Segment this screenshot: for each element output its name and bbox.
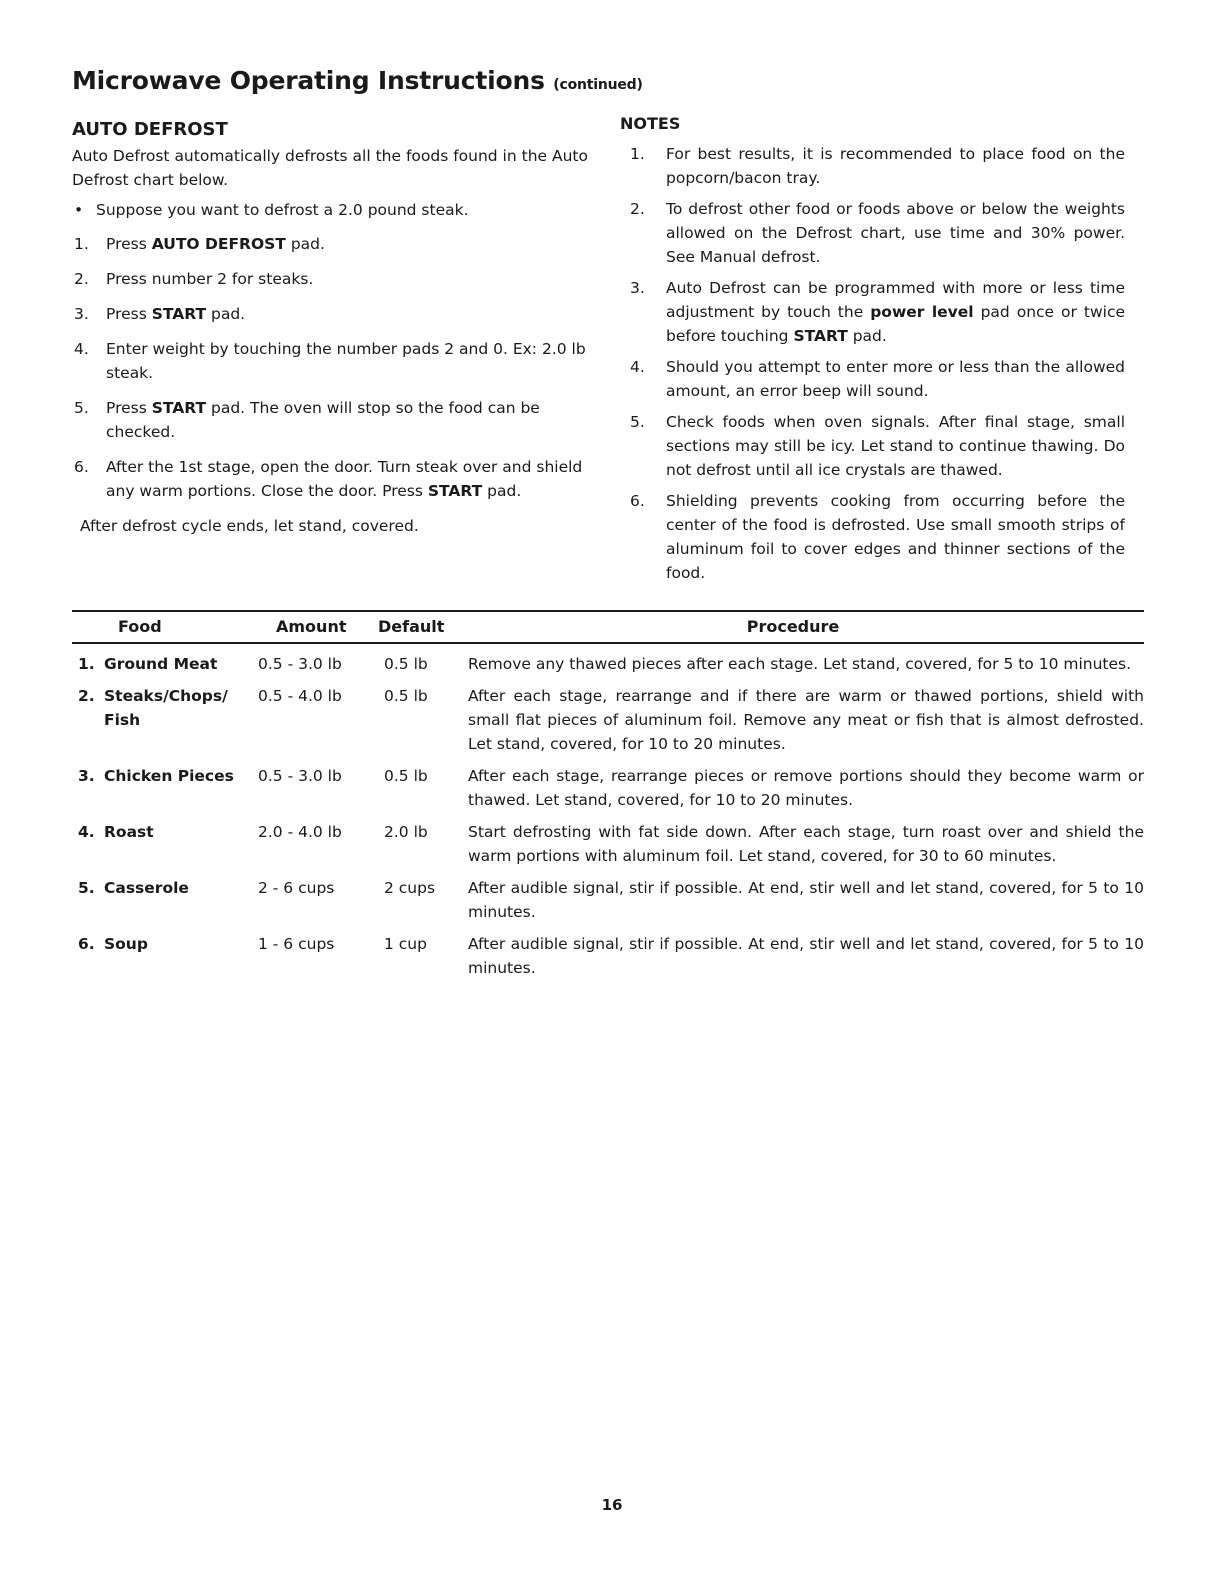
step-item [72,267,602,291]
note-item [620,410,1125,482]
amount-cell: 0.5 - 3.0 lb [258,767,342,785]
step-keyword: START [151,305,207,323]
food-number: 2. [78,687,95,705]
note-item [620,355,1125,403]
notes-section [620,112,1125,592]
step-text-part: Press [106,305,152,323]
step-keyword: AUTO DEFROST [151,235,286,253]
table-row [72,876,1144,924]
step-text-part: pad. [482,482,522,500]
food-number: 3. [78,767,95,785]
food-name: Roast [104,823,154,841]
procedure-cell: After audible signal, stir if possible. At end, stir well and let stand, covered, for 5 to 10 minutes. [468,879,1144,921]
note-keyword: START [793,327,848,345]
note-text-part: Should you attempt to enter more or less than the allowed amount, an error beep will sound. [666,358,1125,400]
auto-defrost-table [72,610,1144,980]
step-text-part: pad. The oven will stop so the food can be checked. [106,399,540,441]
amount-cell: 1 - 6 cups [258,935,335,953]
food-cell [72,764,256,812]
note-text [666,489,1125,585]
page-title [72,66,643,95]
food-number: 6. [78,935,95,953]
bullet-text: Suppose you want to defrost a 2.0 pound steak. [96,201,469,219]
default-cell: 1 cup [384,935,427,953]
header-procedure: Procedure [746,617,840,636]
note-keyword: power level [870,303,974,321]
note-text-part: Shielding prevents cooking from occurring before the center of the food is defrosted. Use small smooth strips of aluminum foil to cover edges and thinner sections of the food. [666,492,1125,582]
food-name: Soup [104,935,148,953]
note-text [666,355,1125,403]
table-row [72,764,1144,812]
step-text-part: pad. [285,235,325,253]
step-keyword: START [427,482,483,500]
food-cell [72,876,256,924]
step-item [72,337,602,385]
step-number: 2. [74,270,89,288]
note-text [666,142,1125,190]
procedure-cell: After each stage, rearrange pieces or remove portions should they become warm or thawed. Let stand, covered, for 10 to 20 minutes. [468,767,1144,809]
note-text [666,197,1125,269]
notes-heading: NOTES [620,114,681,133]
food-number: 4. [78,823,95,841]
title-text: Microwave Operating Instructions [72,66,545,95]
header-amount: Amount [276,617,347,636]
header-default: Default [378,617,445,636]
amount-cell: 2 - 6 cups [258,879,335,897]
food-name: Steaks/Chops/ Fish [104,687,228,729]
table-row [72,684,1144,756]
food-cell [72,684,256,756]
auto-defrost-section [72,118,602,538]
steps-list [72,232,602,503]
step-item [72,455,602,503]
step-text-part: Press [106,235,152,253]
food-cell [72,932,256,980]
food-name: Chicken Pieces [104,767,234,785]
step-keyword: START [151,399,207,417]
amount-cell: 0.5 - 3.0 lb [258,655,342,673]
example-bullet [72,198,602,222]
note-text [666,276,1125,348]
default-cell: 2.0 lb [384,823,428,841]
step-text [106,302,602,326]
food-cell [72,820,256,868]
note-text-part: pad once or twice before touching [666,303,1126,345]
table-row [72,932,1144,980]
table-row [72,820,1144,868]
default-cell: 0.5 lb [384,655,428,673]
note-text-part: Check foods when oven signals. After final stage, small sections may still be icy. Let stand to continue thawing. Do not defrost until all ice crystals are thawed. [666,413,1125,479]
note-number: 4. [630,358,645,376]
step-item [72,302,602,326]
food-name: Casserole [104,879,189,897]
note-text-part: To defrost other food or foods above or below the weights allowed on the Defrost chart, use time and 30% power. See Manual defrost. [666,200,1125,266]
procedure-cell: Remove any thawed pieces after each stage. Let stand, covered, for 5 to 10 minutes. [468,655,1132,673]
note-item [620,142,1125,190]
table-row [72,652,1144,676]
step-text-part: Enter weight by touching the number pads 2 and 0. Ex: 2.0 lb steak. [106,340,586,382]
default-cell: 2 cups [384,879,436,897]
note-number: 1. [630,145,645,163]
bullet-icon: • [74,201,84,219]
procedure-cell: After audible signal, stir if possible. At end, stir well and let stand, covered, for 5 to 10 minutes. [468,935,1144,977]
header-food: Food [118,617,162,636]
auto-defrost-heading: AUTO DEFROST [72,119,228,140]
table-header-row [72,612,1144,644]
note-item [620,197,1125,269]
step-text [106,396,602,444]
note-text-part: pad. [847,327,887,345]
step-text-part: Press [106,399,152,417]
step-text [106,337,602,385]
step-text [106,232,602,256]
amount-cell: 2.0 - 4.0 lb [258,823,342,841]
step-item [72,232,602,256]
step-text-part: After the 1st stage, open the door. Turn steak over and shield any warm portions. Close the door. Press [106,458,583,500]
step-number: 1. [74,235,89,253]
procedure-cell: After each stage, rearrange and if there are warm or thawed portions, shield with small flat pieces of aluminum foil. Remove any meat or fish that is almost defrosted. Let stand, covered, for 10 to 20 minutes. [468,687,1144,753]
step-number: 6. [74,458,89,476]
step-item [72,396,602,444]
note-item [620,276,1125,348]
note-item [620,489,1125,585]
default-cell: 0.5 lb [384,687,428,705]
amount-cell: 0.5 - 4.0 lb [258,687,342,705]
note-number: 5. [630,413,645,431]
food-number: 5. [78,879,95,897]
note-number: 6. [630,492,645,510]
default-cell: 0.5 lb [384,767,428,785]
page-number: 16 [601,1496,623,1514]
auto-defrost-intro: Auto Defrost automatically defrosts all the foods found in the Auto Defrost chart below. [72,147,588,189]
step-number: 4. [74,340,89,358]
note-number: 3. [630,279,645,297]
note-text-part: Auto Defrost can be programmed with more or less time adjustment by touch the [666,279,1125,321]
step-text [106,267,602,291]
step-text [106,455,602,503]
step-number: 5. [74,399,89,417]
step-number: 3. [74,305,89,323]
step-text-part: pad. [206,305,246,323]
note-text [666,410,1125,482]
note-number: 2. [630,200,645,218]
step-text-part: Press number 2 for steaks. [106,270,314,288]
procedure-cell: Start defrosting with fat side down. After each stage, turn roast over and shield the warm portions with aluminum foil. Let stand, covered, for 30 to 60 minutes. [468,823,1144,865]
title-suffix: (continued) [553,77,643,93]
food-number: 1. [78,655,95,673]
after-defrost-text: After defrost cycle ends, let stand, covered. [80,517,419,535]
food-name: Ground Meat [104,655,218,673]
note-text-part: For best results, it is recommended to place food on the popcorn/bacon tray. [666,145,1125,187]
food-cell [72,652,256,676]
